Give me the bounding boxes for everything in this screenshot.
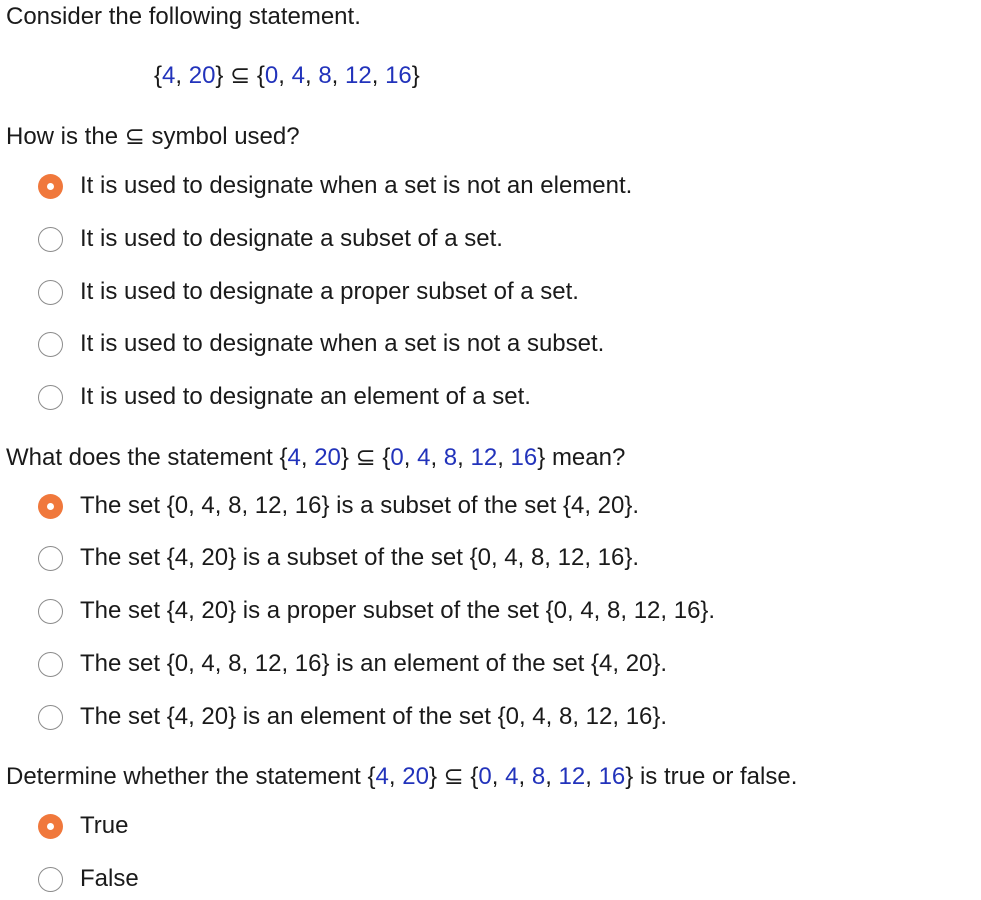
q2-option-4[interactable]: The set {0, 4, 8, 12, 16} is an element of the set {4, 20}. [38, 649, 667, 679]
subset-symbol: ⊆ [230, 62, 251, 89]
radio-icon[interactable] [38, 652, 63, 677]
subset-symbol: ⊆ [443, 763, 464, 790]
intro-text: Consider the following statement. [6, 3, 361, 30]
radio-icon[interactable] [38, 227, 63, 252]
subset-symbol: ⊆ [124, 123, 145, 150]
q3-option-false[interactable]: False [38, 864, 139, 894]
radio-checked-icon[interactable] [38, 494, 63, 519]
q2-option-3[interactable]: The set {4, 20} is a proper subset of the set {0, 4, 8, 12, 16}. [38, 596, 715, 626]
radio-icon[interactable] [38, 599, 63, 624]
q1-option-4[interactable]: It is used to designate when a set is not a subset. [38, 329, 604, 359]
q1-option-2[interactable]: It is used to designate a subset of a set. [38, 224, 503, 254]
subset-symbol: ⊆ [355, 444, 376, 471]
q1-option-1[interactable]: It is used to designate when a set is not an element. [38, 171, 632, 201]
question-2-prompt: What does the statement {4, 20} ⊆ {0, 4, 8, 12, 16} mean? [6, 444, 626, 471]
radio-checked-icon[interactable] [38, 174, 63, 199]
radio-icon[interactable] [38, 385, 63, 410]
question-3-prompt: Determine whether the statement {4, 20} ⊆ {0, 4, 8, 12, 16} is true or false. [6, 763, 798, 790]
radio-icon[interactable] [38, 546, 63, 571]
radio-icon[interactable] [38, 705, 63, 730]
q1-option-3[interactable]: It is used to designate a proper subset of a set. [38, 277, 579, 307]
radio-icon[interactable] [38, 332, 63, 357]
q2-option-2[interactable]: The set {4, 20} is a subset of the set {0, 4, 8, 12, 16}. [38, 543, 639, 573]
q2-option-1[interactable]: The set {0, 4, 8, 12, 16} is a subset of the set {4, 20}. [38, 491, 639, 521]
q1-option-5[interactable]: It is used to designate an element of a set. [38, 382, 531, 412]
question-1-prompt: How is the ⊆ symbol used? [6, 123, 300, 150]
set-statement: {4, 20} ⊆ {0, 4, 8, 12, 16} [154, 62, 420, 89]
radio-icon[interactable] [38, 280, 63, 305]
q2-option-5[interactable]: The set {4, 20} is an element of the set {0, 4, 8, 12, 16}. [38, 702, 667, 732]
radio-icon[interactable] [38, 867, 63, 892]
q3-option-true[interactable]: True [38, 811, 128, 841]
radio-checked-icon[interactable] [38, 814, 63, 839]
